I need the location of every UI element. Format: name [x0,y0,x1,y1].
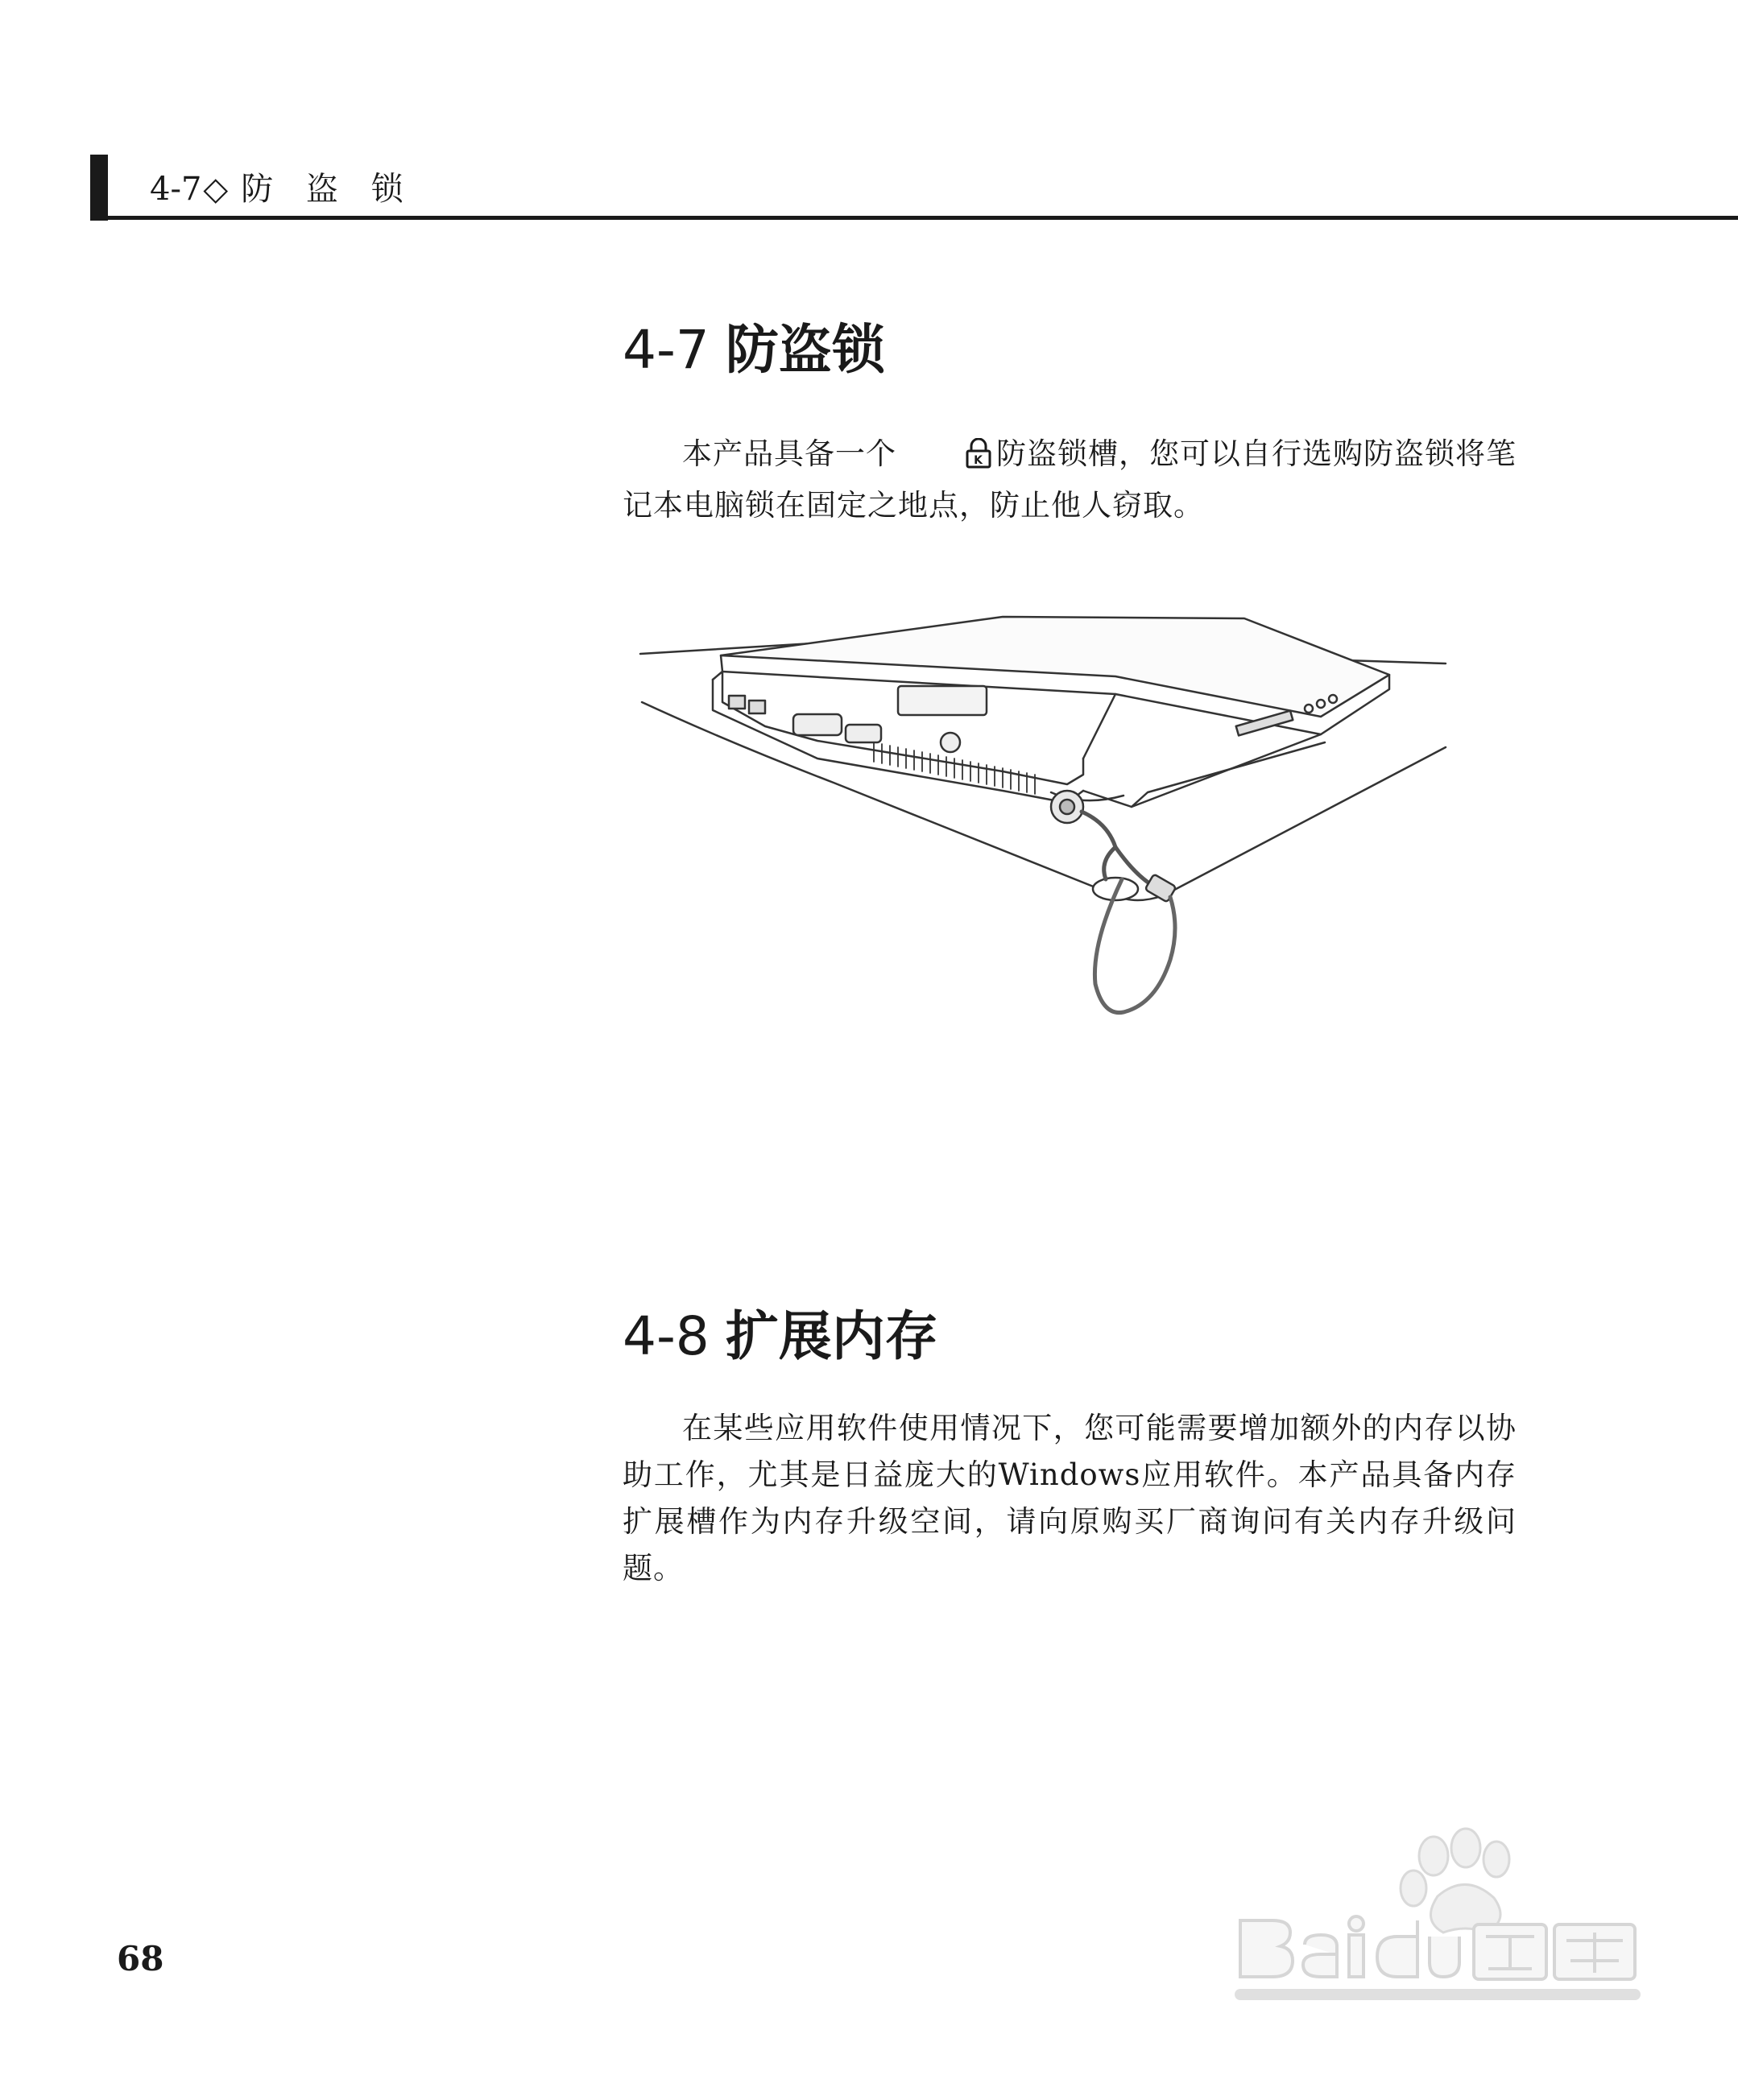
header-section-title: 防 盗 锁 [241,171,415,208]
section-title: 防盗锁 [725,319,885,381]
laptop-security-lock-illustration [632,606,1462,1044]
header-diamond-icon: ◇ [203,171,229,208]
section-paragraph-memory-expansion: 在某些应用软件使用情况下，您可能需要增加额外的内存以协助工作，尤其是日益庞大的Windows应用软件。本产品具备内存扩展槽作为内存升级空间，请向原购买厂商询问有关内存升级问题。 [623,1411,1517,1585]
section-heading-anti-theft-lock [623,318,885,382]
svg-text:K: K [974,454,983,467]
kensington-lock-icon [904,436,993,482]
paragraph-text-part1: 本产品具备一个 [682,436,896,471]
section-number: 4-7 [623,319,710,381]
running-header [150,161,415,217]
section-number: 4-8 [623,1305,710,1367]
section-paragraph-anti-theft-lock [623,431,1517,529]
baidu-jingyan-watermark-logo [1232,1824,1651,2009]
section-title: 扩展内存 [725,1305,938,1367]
header-section-number: 4-7 [150,171,202,208]
page-number: 68 [117,1939,164,1978]
header-rule [90,216,1738,220]
section-heading-memory-expansion [623,1304,938,1369]
header-marker-bar [90,155,108,221]
paragraph-text-part2: 防盗锁槽，您可以自行选购防盗锁将笔记本电脑锁在固定之地点，防止他人窃取。 [623,436,1517,523]
